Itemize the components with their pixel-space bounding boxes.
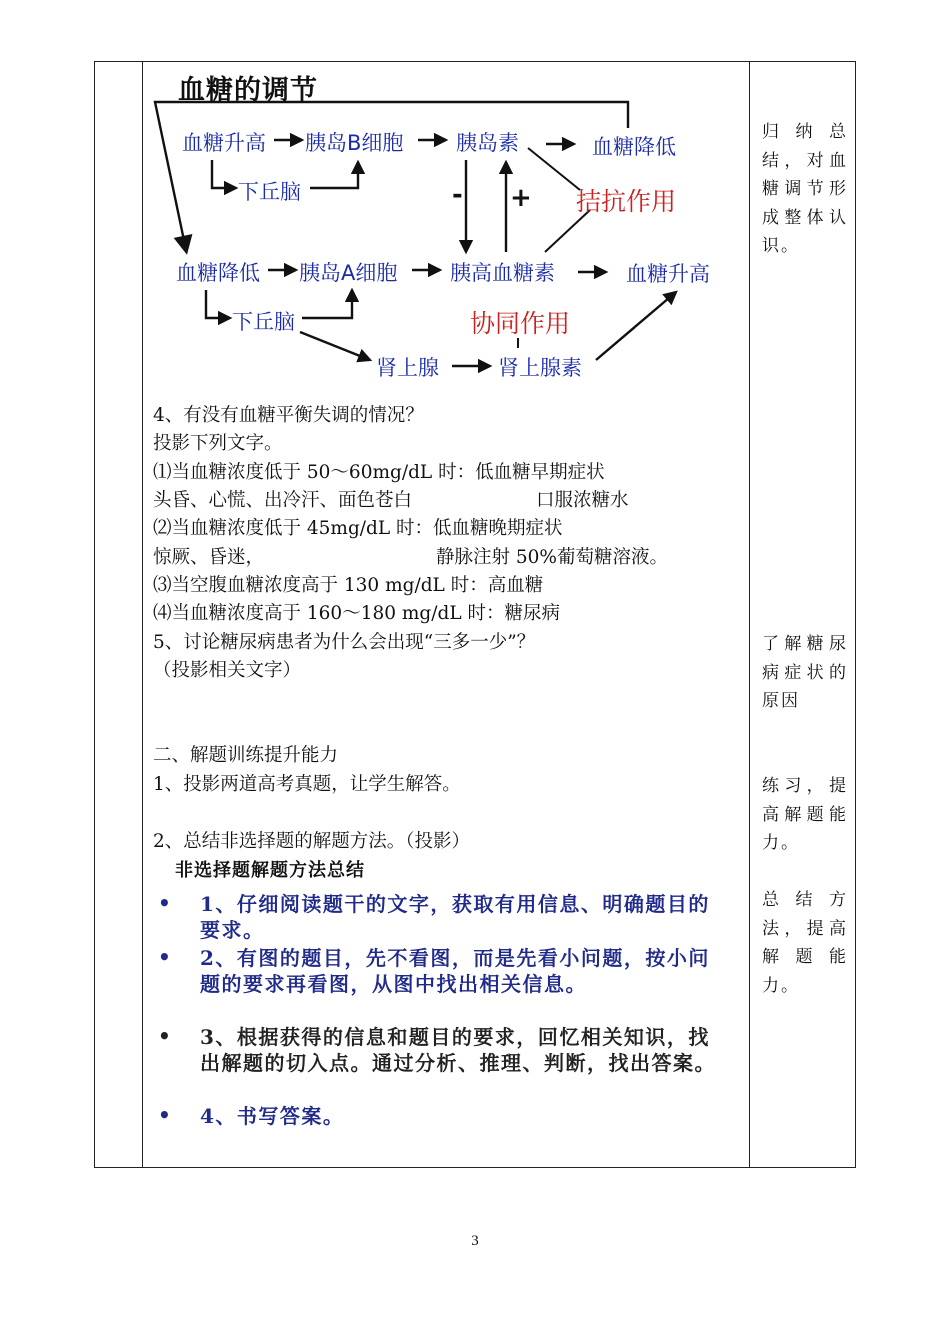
node-insulin: 胰岛素 [456,131,519,155]
sign-minus: - [452,180,463,210]
sign-plus: + [510,183,532,213]
symptom-1: 头昏、心慌、出冷汗、面色苍白 [153,490,413,511]
node-hypothalamus: 下丘脑 [238,180,301,204]
treatment-2: 静脉注射 50%葡萄糖溶液。 [436,547,669,568]
antagonism-line-top [528,148,580,190]
question-5: 5、讨论糖尿病患者为什么会出现“三多一少”？ [153,632,536,653]
treatment-1: 口服浓糖水 [536,490,629,511]
node-hypothalamus-2: 下丘脑 [232,310,295,334]
note-diabetes: 了解糖尿病症状的原因 [762,634,848,711]
note-method: 总结方法，提高解题能力。 [762,890,848,996]
question-4: 4、有没有血糖平衡失调的情况？ [153,405,424,426]
symptom-2: 惊厥、昏迷， [153,547,265,568]
arrow-hypothalamus-to-adrenal [300,332,370,360]
step-1: 1、投影两道高考真题，让学生解答。 [153,774,461,795]
arrow-adrenaline-to-up2 [596,292,676,360]
step-2: 2、总结非选择题的解题方法。（投影） [153,831,471,852]
summary-item-1: 1、仔细阅读题干的文字，获取有用信息、明确题目的要求。 [200,892,710,942]
bullet-4: • [158,1103,171,1127]
arrow-hypothalamus-to-islet-a [302,290,352,318]
bullet-1: • [158,891,171,915]
diagram-title: 血糖的调节 [178,75,318,106]
note-practice: 练习，提高解题能力。 [762,776,848,853]
note-summary: 归纳总结，对血糖调节形成整体认识。 [762,122,848,256]
summary-item-3: 3、根据获得的信息和题目的要求，回忆相关知识，找出解题的切入点。通过分析、推理、判断，找出答案。 [200,1025,716,1075]
node-blood-sugar-rise-2: 血糖升高 [626,262,710,286]
condition-2: ⑵当血糖浓度低于 45mg/dL 时：低血糖晚期症状 [153,518,563,539]
condition-4: ⑷当血糖浓度高于 160～180 mg/dL 时：糖尿病 [153,603,561,624]
label-antagonism: 拮抗作用 [576,187,677,216]
node-blood-sugar-fall-2: 血糖降低 [176,261,260,285]
node-islet-a-cell: 胰岛A细胞 [299,261,398,285]
bullet-2: • [158,945,171,969]
node-adrenal-gland: 肾上腺 [376,356,439,380]
arrow-hypothalamus-to-islet-b [310,162,358,188]
arrow-down2-to-hypothalamus [206,290,230,318]
feedback-loop-line [155,102,628,250]
node-blood-sugar-rise: 血糖升高 [182,131,266,155]
node-blood-sugar-fall: 血糖降低 [592,135,676,159]
label-synergy: 协同作用 [470,309,571,338]
section-2-heading: 二、解题训练提升能力 [153,745,339,766]
summary-item-2: 2、有图的题目，先不看图，而是先看小问题，按小问题的要求再看图，从图中找出相关信息。 [200,946,710,996]
node-adrenaline: 肾上腺素 [498,356,582,380]
node-islet-b-cell: 胰岛B细胞 [305,131,404,155]
page-number: 3 [471,1233,479,1249]
bullet-3: • [158,1024,171,1048]
condition-3: ⑶当空腹血糖浓度高于 130 mg/dL 时：高血糖 [153,575,544,596]
summary-title: 非选择题解题方法总结 [175,860,365,881]
condition-1: ⑴当血糖浓度低于 50～60mg/dL 时：低血糖早期症状 [153,462,605,483]
project-line: 投影下列文字。 [153,433,283,454]
question-5-note: （投影相关文字） [153,660,302,681]
summary-item-4: 4、书写答案。 [200,1104,345,1128]
node-glucagon: 胰高血糖素 [450,261,555,285]
arrow-up1-to-hypothalamus [212,160,236,188]
